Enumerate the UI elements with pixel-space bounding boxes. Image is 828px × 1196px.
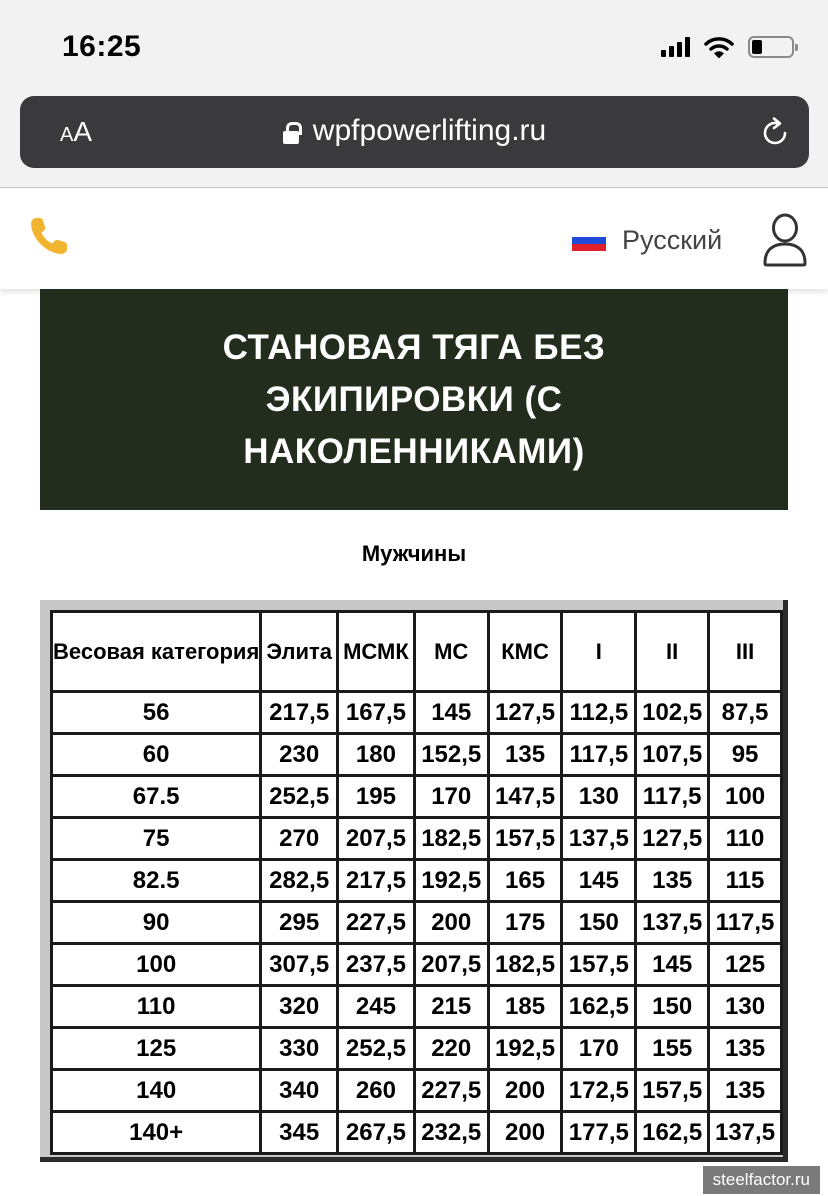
table-cell: 185 [490,987,561,1026]
table-cell: 215 [416,987,487,1026]
table-cell: 227,5 [339,903,413,942]
table-cell: 162,5 [563,987,634,1026]
header-weight-class: Весовая категория [53,613,259,690]
table-cell: 230 [262,735,336,774]
table-cell: 232,5 [416,1113,487,1152]
status-icons [661,36,794,58]
table-cell: 180 [339,735,413,774]
table-cell: 192,5 [416,861,487,900]
table-cell: 217,5 [339,861,413,900]
table-cell: 162,5 [637,1113,707,1152]
table-cell: 145 [416,693,487,732]
table-cell: 270 [262,819,336,858]
table-cell: 107,5 [637,735,707,774]
table-cell: 167,5 [339,693,413,732]
table-cell: 217,5 [262,693,336,732]
table-header-row [53,613,780,690]
table-cell: 155 [637,1029,707,1068]
table-cell: 147,5 [490,777,561,816]
battery-level [752,40,762,54]
table-cell: 135 [637,861,707,900]
table-cell: 227,5 [416,1071,487,1110]
table-cell: 175 [490,903,561,942]
table-cell: 207,5 [339,819,413,858]
table-cell: 200 [416,903,487,942]
table-cell: 150 [563,903,634,942]
table-cell: 177,5 [563,1113,634,1152]
text-size-button[interactable]: AA [60,116,93,147]
table-row [53,945,780,984]
table-cell: 340 [262,1071,336,1110]
table-cell: 195 [339,777,413,816]
weight-class-cell: 140 [53,1071,259,1110]
table-row [53,861,780,900]
table-cell: 172,5 [563,1071,634,1110]
weight-class-cell: 67.5 [53,777,259,816]
table-cell: 237,5 [339,945,413,984]
table-cell: 112,5 [563,693,634,732]
table-cell: 200 [490,1113,561,1152]
header-msmk: МСМК [339,613,413,690]
language-label: Русский [622,225,723,255]
weight-class-cell: 60 [53,735,259,774]
header-rank-1: I [563,613,634,690]
weight-class-cell: 140+ [53,1113,259,1152]
table-cell: 330 [262,1029,336,1068]
weight-class-cell: 56 [53,693,259,732]
table-row [53,1071,780,1110]
header-ms: МС [416,613,487,690]
header-rank-3: III [710,613,780,690]
table-cell: 135 [710,1029,780,1068]
weight-class-cell: 75 [53,819,259,858]
table-cell: 182,5 [490,945,561,984]
table-cell: 252,5 [339,1029,413,1068]
user-account-icon[interactable] [762,213,808,267]
russia-flag-icon [572,230,606,252]
table-cell: 157,5 [637,1071,707,1110]
table-cell: 345 [262,1113,336,1152]
table-cell: 200 [490,1071,561,1110]
header-elite: Элита [262,613,336,690]
table-cell: 137,5 [637,903,707,942]
table-cell: 182,5 [416,819,487,858]
table-cell: 157,5 [490,819,561,858]
table-cell: 165 [490,861,561,900]
status-time: 16:25 [62,30,142,63]
table-cell: 145 [563,861,634,900]
table-cell: 130 [563,777,634,816]
header-kms: КМС [490,613,561,690]
table-cell: 152,5 [416,735,487,774]
table-cell: 295 [262,903,336,942]
table-cell: 157,5 [563,945,634,984]
page-banner [40,289,788,510]
table-cell: 87,5 [710,693,780,732]
table-cell: 117,5 [563,735,634,774]
status-bar [0,0,828,96]
url-display[interactable] [20,114,809,148]
table-cell: 125 [710,945,780,984]
table-cell: 252,5 [262,777,336,816]
watermark: steelfactor.ru [703,1166,820,1194]
table-row [53,987,780,1026]
table-row [53,1113,780,1152]
page-title: СТАНОВАЯ ТЯГА БЕЗ ЭКИПИРОВКИ (С НАКОЛЕННИКАМИ) [222,327,606,471]
weight-class-cell: 110 [53,987,259,1026]
table-cell: 102,5 [637,693,707,732]
table-cell: 115 [710,861,780,900]
weight-class-cell: 90 [53,903,259,942]
table-cell: 100 [710,777,780,816]
address-bar[interactable] [20,96,809,168]
url-text: wpfpowerlifting.ru [312,114,547,147]
site-header [0,189,828,289]
lock-icon [283,122,299,144]
wifi-icon [704,36,734,58]
table-cell: 282,5 [262,861,336,900]
table-cell: 220 [416,1029,487,1068]
weight-class-cell: 125 [53,1029,259,1068]
table-cell: 307,5 [262,945,336,984]
table-cell: 135 [710,1071,780,1110]
table-row [53,819,780,858]
table-cell: 150 [637,987,707,1026]
table-cell: 127,5 [490,693,561,732]
header-rank-2: II [637,613,707,690]
table-cell: 145 [637,945,707,984]
table-cell: 192,5 [490,1029,561,1068]
battery-icon [748,36,794,58]
reload-icon[interactable] [759,116,791,148]
table-cell: 137,5 [710,1113,780,1152]
table-cell: 130 [710,987,780,1026]
table-cell: 117,5 [710,903,780,942]
table-cell: 137,5 [563,819,634,858]
table-cell: 207,5 [416,945,487,984]
standards-table-frame [40,600,788,1162]
table-cell: 245 [339,987,413,1026]
table-cell: 95 [710,735,780,774]
table-cell: 267,5 [339,1113,413,1152]
table-cell: 320 [262,987,336,1026]
table-cell: 170 [563,1029,634,1068]
cellular-signal-icon [661,37,690,57]
table-row [53,693,780,732]
browser-address-area [0,96,828,188]
weight-class-cell: 82.5 [53,861,259,900]
standards-table [50,610,783,1155]
language-selector[interactable] [572,225,722,256]
table-row [53,1029,780,1068]
table-cell: 127,5 [637,819,707,858]
table-row [53,735,780,774]
table-row [53,777,780,816]
table-cell: 170 [416,777,487,816]
table-cell: 260 [339,1071,413,1110]
table-cell: 110 [710,819,780,858]
weight-class-cell: 100 [53,945,259,984]
table-cell: 117,5 [637,777,707,816]
section-title: Мужчины [361,541,467,566]
table-cell: 135 [490,735,561,774]
table-row [53,903,780,942]
phone-icon[interactable] [28,215,70,257]
